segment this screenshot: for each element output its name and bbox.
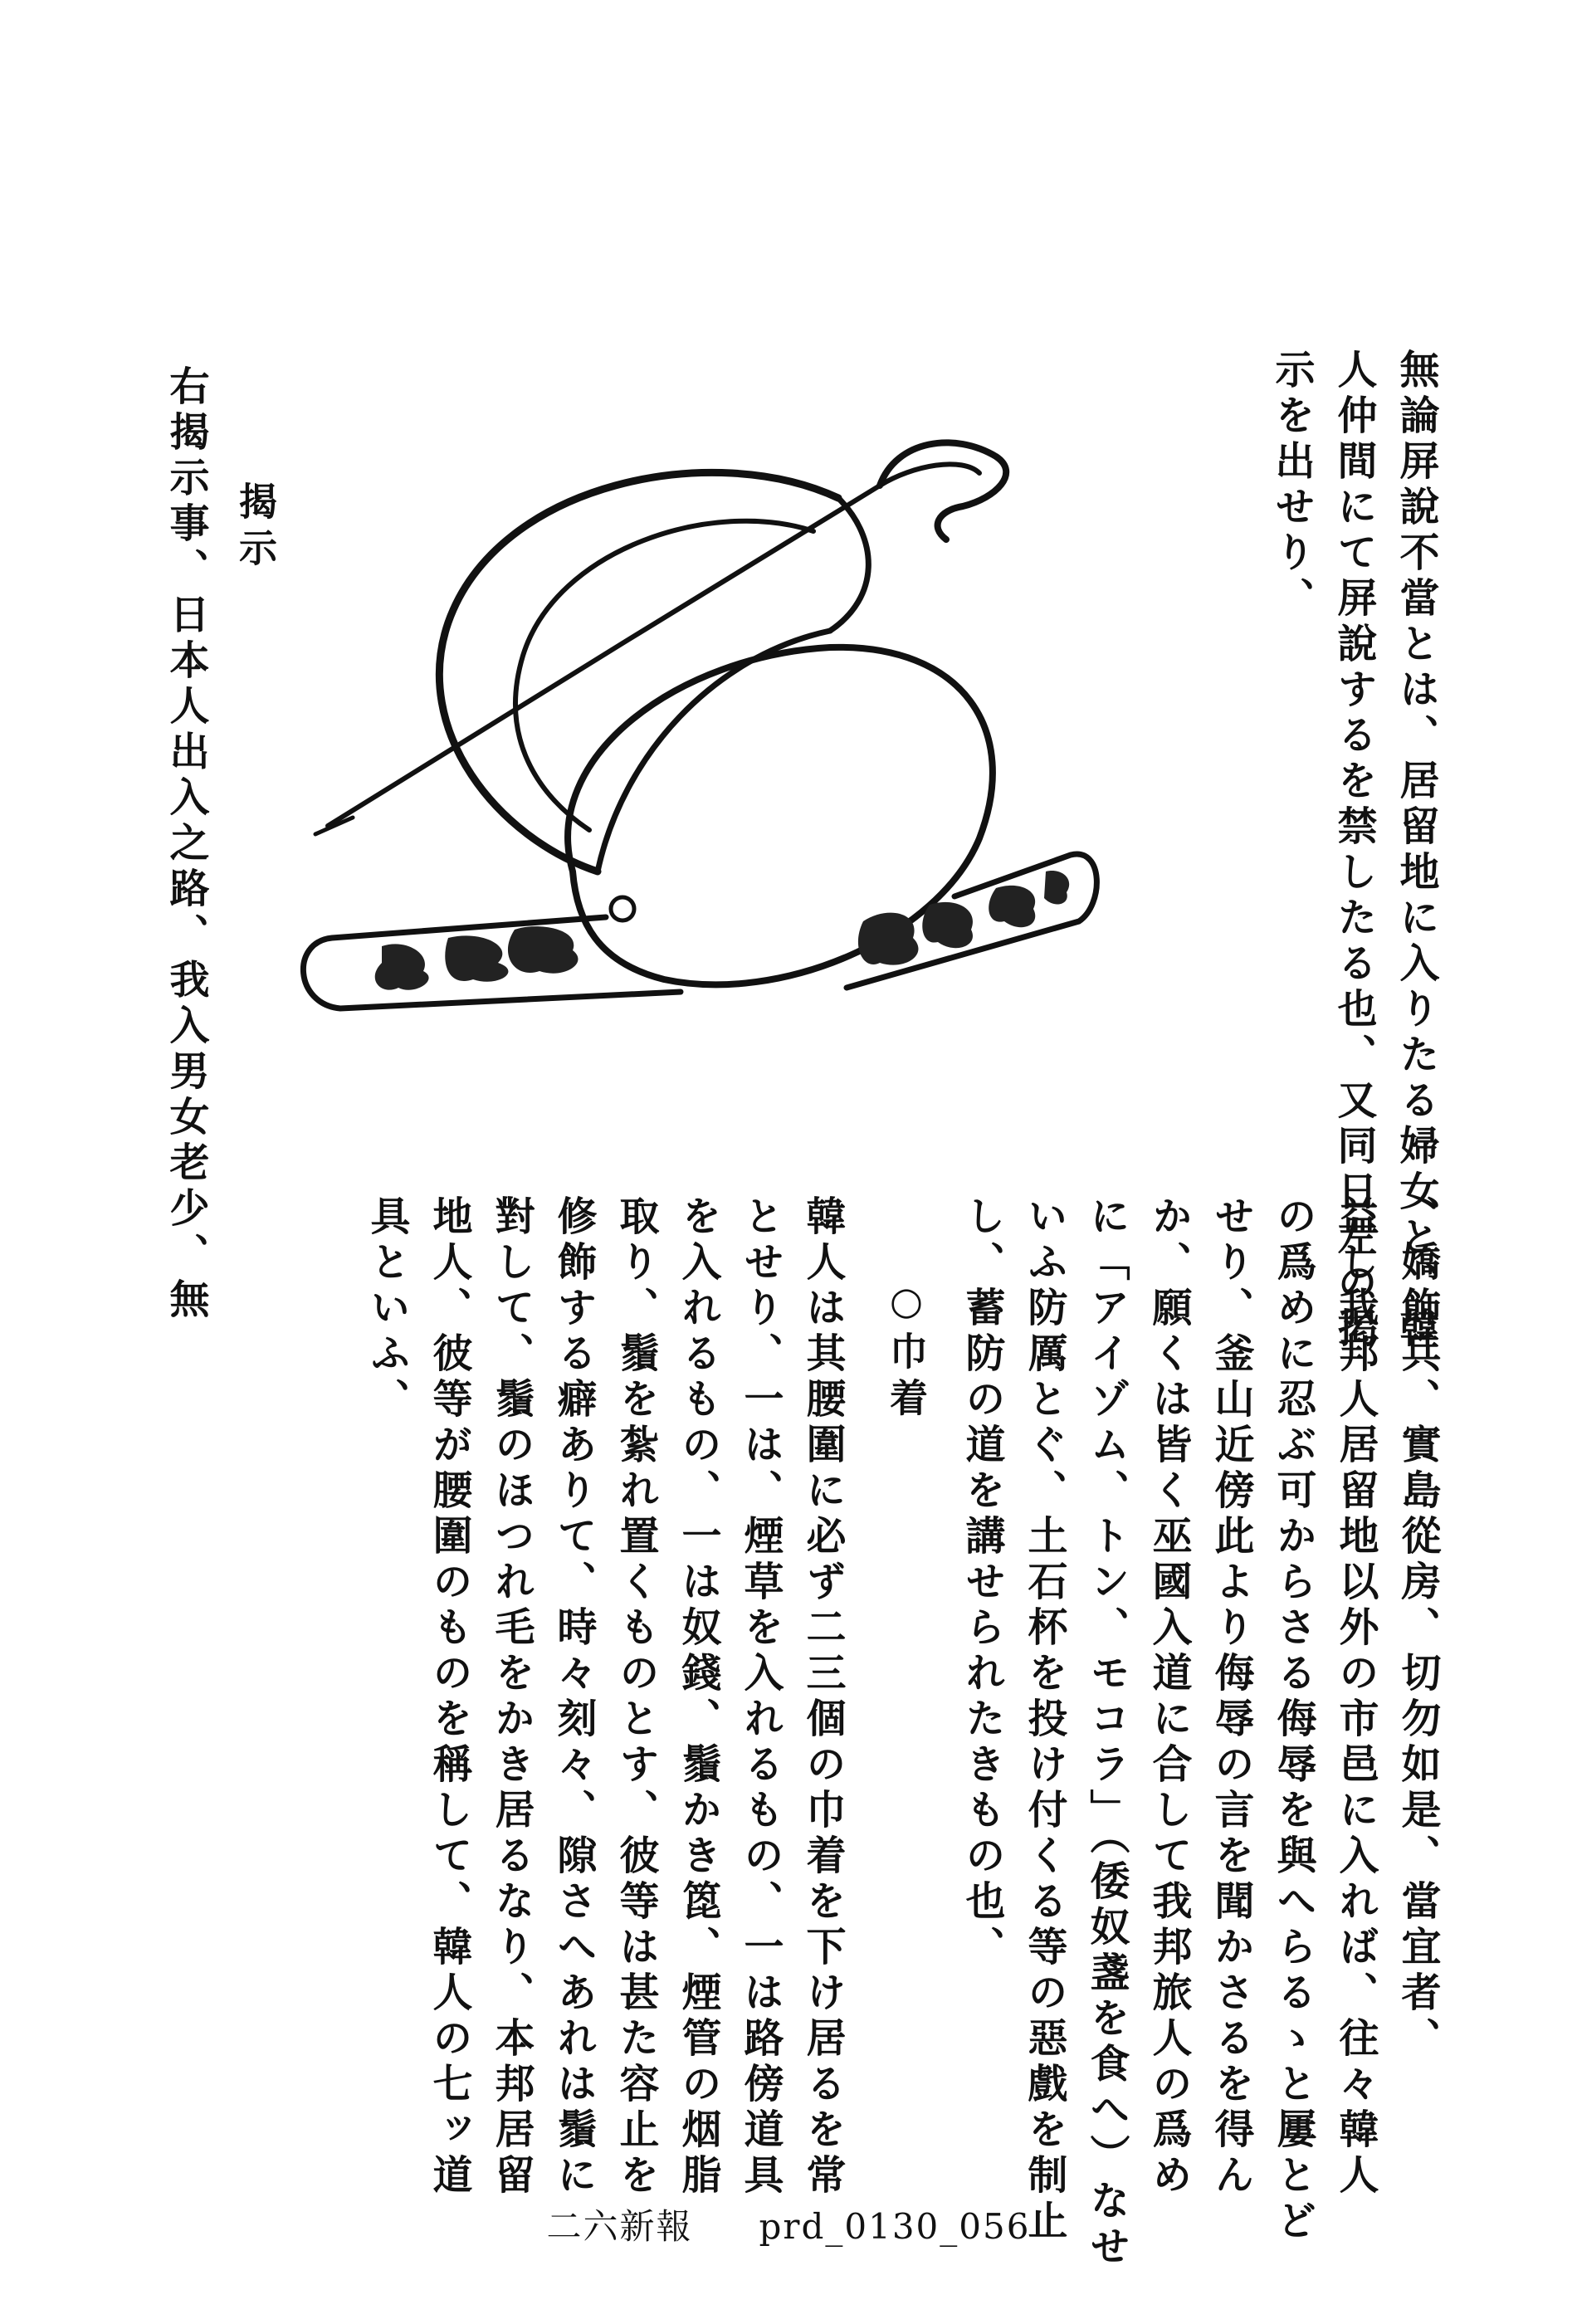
kinchaku-col-6: 對して、鬚のほつれ毛をかき居るなり、本邦居留 bbox=[488, 1195, 535, 2200]
keiji-body: 右揭示事、日本人出入之路、我入男女老少、無 bbox=[163, 365, 209, 1324]
lower-text-col-4: せり、釜山近傍此より侮辱の言を聞かさるを得ん bbox=[1208, 1195, 1254, 2200]
kinchaku-col-5: 修飾する癖ありて、時々刻々、隙さへあれは鬚に bbox=[550, 1195, 597, 2200]
footer-code: prd_0130_056 bbox=[759, 2206, 1031, 2247]
lower-text-col-7: いふ防厲とぐ、土石杯を投け付くる等の惡戲を制止 bbox=[1021, 1195, 1067, 2245]
kinchaku-col-3: を入れるもの、一は奴錢、鬚かき箆、煙管の烟脂 bbox=[675, 1195, 721, 2200]
lower-text-col-5: か、願くは皆く巫國入道に合して我邦旅人の爲め bbox=[1145, 1195, 1192, 2200]
kinchaku-col-1: 韓人は其腰圍に必ず二三個の巾着を下け居るを常 bbox=[799, 1195, 846, 2200]
lower-text-col-6: に「アイゾム、トン、モコラ」（倭奴盞を食へ）なせ bbox=[1083, 1195, 1130, 2271]
upper-text-col-3: 示を出せり、 bbox=[1268, 349, 1315, 622]
lower-text-col-2: 益し我邦人居留地以外の市邑に入れば、往々韓人 bbox=[1332, 1195, 1379, 2200]
kinchaku-heading: ○巾着 bbox=[884, 1278, 929, 1424]
page-footer bbox=[0, 2200, 1577, 2249]
kinchaku-col-2: とせり、一は、煙草を入れるもの、一は路傍道具 bbox=[737, 1195, 784, 2200]
kinchaku-col-4: 取り、鬚を紮れ置くものとす、彼等は甚た容止を bbox=[613, 1195, 659, 2200]
keiji-heading: 揭示 bbox=[233, 481, 278, 574]
lower-text-col-8: し、蓄防の道を講せられたきもの也、 bbox=[959, 1195, 1005, 1971]
upper-text-col-2: 人仲間にて屏說するを禁したる也、又同日左の掲 bbox=[1330, 349, 1377, 1353]
kinchaku-illustration bbox=[249, 407, 1278, 1129]
upper-text-col-1: 無論屏說不當とは、居留地に入りたる婦女と、韓 bbox=[1393, 349, 1439, 1353]
kinchaku-col-7: 地人、彼等が腰圍のものを稱して、韓人の七ッ道 bbox=[426, 1195, 472, 2200]
lower-text-col-3: の爲めに忍ぶ可からさる侮辱を與へらるゝと屢とど bbox=[1270, 1195, 1316, 2245]
kinchaku-col-8: 具といふ、 bbox=[364, 1195, 410, 1423]
lower-text-col-1: 、嬌飾兵、實島從房、切勿如是、當宜者、 bbox=[1394, 1195, 1441, 2063]
footer-title: 二六新報 bbox=[546, 2206, 693, 2247]
